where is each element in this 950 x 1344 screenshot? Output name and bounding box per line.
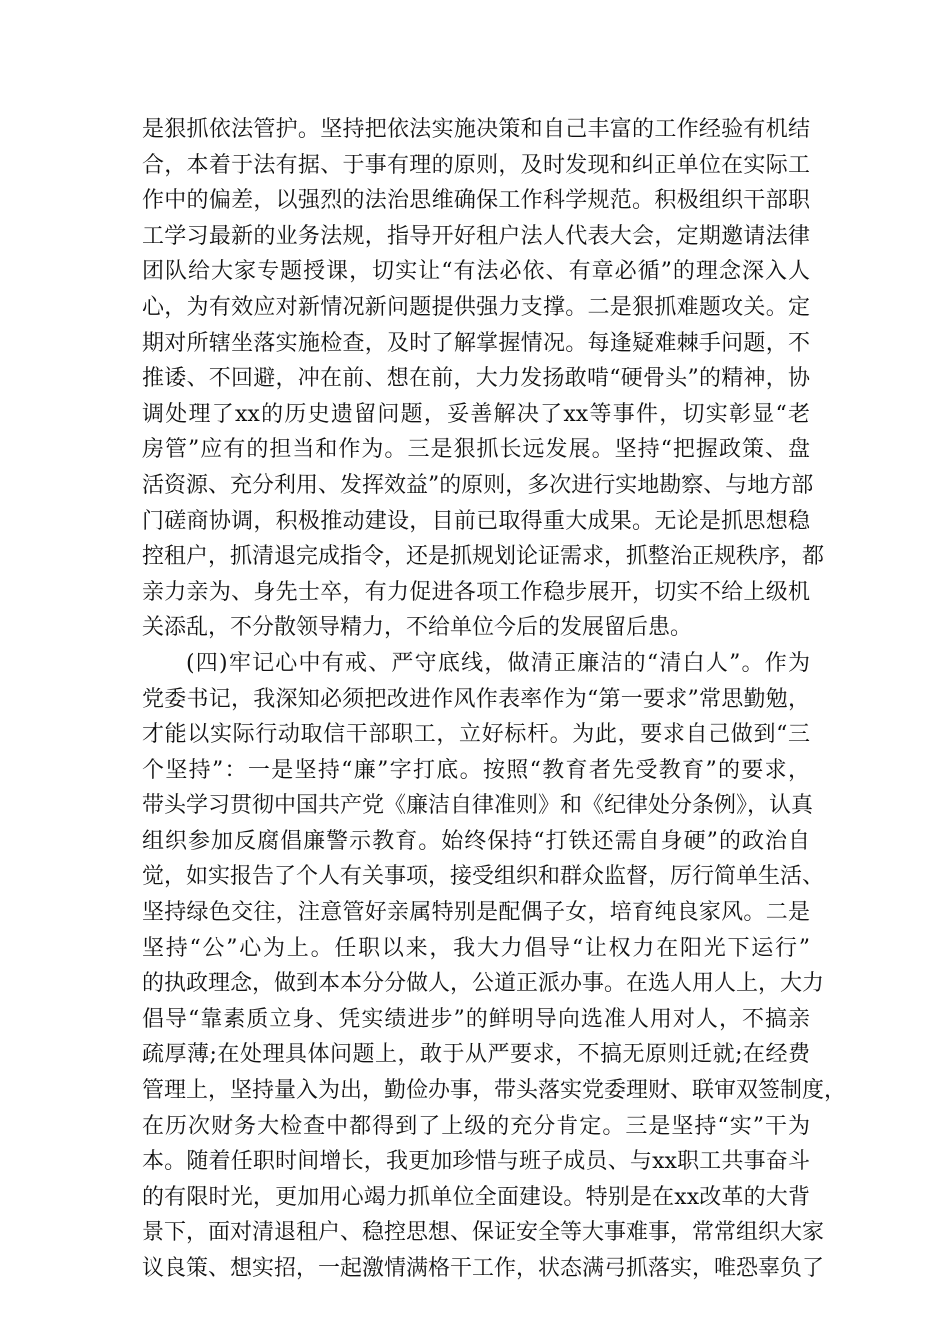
- text-line: 房管”应有的担当和作为。三是狠抓长远发展。坚持“把握政策、盘: [142, 437, 810, 463]
- text-line: 心，为有效应对新情况新问题提供强力支撑。二是狠抓难题攻关。定: [142, 294, 810, 320]
- document-body: [142, 112, 847, 1287]
- text-line: 坚持“公”心为上。任职以来，我大力倡导“让权力在阳光下运行”: [142, 935, 810, 961]
- text-line: 的执政理念，做到本本分分做人，公道正派办事。在选人用人上，大力: [142, 971, 825, 997]
- text-line: 作中的偏差，以强烈的法治思维确保工作科学规范。积极组织干部职: [142, 188, 810, 214]
- text-line: 觉，如实报告了个人有关事项，接受组织和群众监督，厉行简单生活、: [142, 864, 825, 890]
- text-line: 期对所辖坐落实施检查，及时了解掌握情况。每逢疑难棘手问题，不: [142, 330, 810, 356]
- text-line: 本。随着任职时间增长，我更加珍惜与班子成员、与xx职工共事奋斗: [142, 1149, 810, 1175]
- text-line: 的有限时光，更加用心竭力抓单位全面建设。特别是在xx改革的大背: [142, 1184, 810, 1210]
- text-line: 门磋商协调，积极推动建设，目前已取得重大成果。无论是抓思想稳: [142, 508, 810, 534]
- text-line: 亲力亲为、身先士卒，有力促进各项工作稳步展开，切实不给上级机: [142, 579, 810, 605]
- text-line: 景下，面对清退租户、稳控思想、保证安全等大事难事，常常组织大家: [142, 1220, 825, 1246]
- text-line: 管理上，坚持量入为出，勤俭办事，带头落实党委理财、联审双签制度，: [142, 1078, 847, 1104]
- text-line: 在历次财务大检查中都得到了上级的充分肯定。三是坚持“实”干为: [142, 1113, 810, 1139]
- text-line: 党委书记，我深知必须把改进作风作表率作为“第一要求”常思勤勉，: [142, 686, 810, 712]
- paragraph-four: [142, 646, 847, 1287]
- text-line: 个坚持”：一是坚持“廉”字打底。按照“教育者先受教育”的要求，: [142, 757, 810, 783]
- text-line: 组织参加反腐倡廉警示教育。始终保持“打铁还需自身硬”的政治自: [142, 828, 810, 854]
- text-line: 推诿、不回避，冲在前、想在前，大力发扬敢啃“硬骨头”的精神，协: [142, 366, 810, 392]
- text-line: 调处理了xx的历史遗留问题，妥善解决了xx等事件，切实彰显“老: [142, 401, 810, 427]
- text-line: 关添乱，不分散领导精力，不给单位今后的发展留后患。: [142, 615, 693, 641]
- text-line: 是狠抓依法管护。坚持把依法实施决策和自己丰富的工作经验有机结: [142, 117, 810, 142]
- text-line: 疏厚薄;在处理具体问题上，敢于从严要求，不搞无原则迁就;在经费: [142, 1042, 810, 1068]
- paragraph-continued: [142, 112, 825, 646]
- text-line: 才能以实际行动取信干部职工，立好标杆。为此，要求自己做到“三: [142, 722, 810, 748]
- text-line: 带头学习贯彻中国共产党《廉洁自律准则》和《纪律处分条例》，认真: [142, 793, 814, 819]
- text-line: 工学习最新的业务法规，指导开好租户法人代表大会，定期邀请法律: [142, 223, 810, 249]
- text-line: 坚持绿色交往，注意管好亲属特别是配偶子女，培育纯良家风。二是: [142, 900, 810, 926]
- text-line: (四)牢记心中有戒、严守底线，做清正廉洁的“清白人”。作为: [186, 650, 810, 676]
- text-line: 合，本着于法有据、于事有理的原则，及时发现和纠正单位在实际工: [142, 152, 810, 178]
- text-line: 议良策、想实招，一起激情满格干工作，状态满弓抓落实，唯恐辜负了: [142, 1256, 825, 1281]
- text-line: 活资源、充分利用、发挥效益”的原则，多次进行实地勘察、与地方部: [142, 472, 814, 498]
- text-line: 团队给大家专题授课，切实让“有法必依、有章必循”的理念深入人: [142, 259, 810, 285]
- text-line: 倡导“靠素质立身、凭实绩进步”的鲜明导向选准人用对人，不搞亲: [142, 1006, 810, 1032]
- text-line: 控租户，抓清退完成指令，还是抓规划论证需求，抓整治正规秩序，都: [142, 544, 825, 570]
